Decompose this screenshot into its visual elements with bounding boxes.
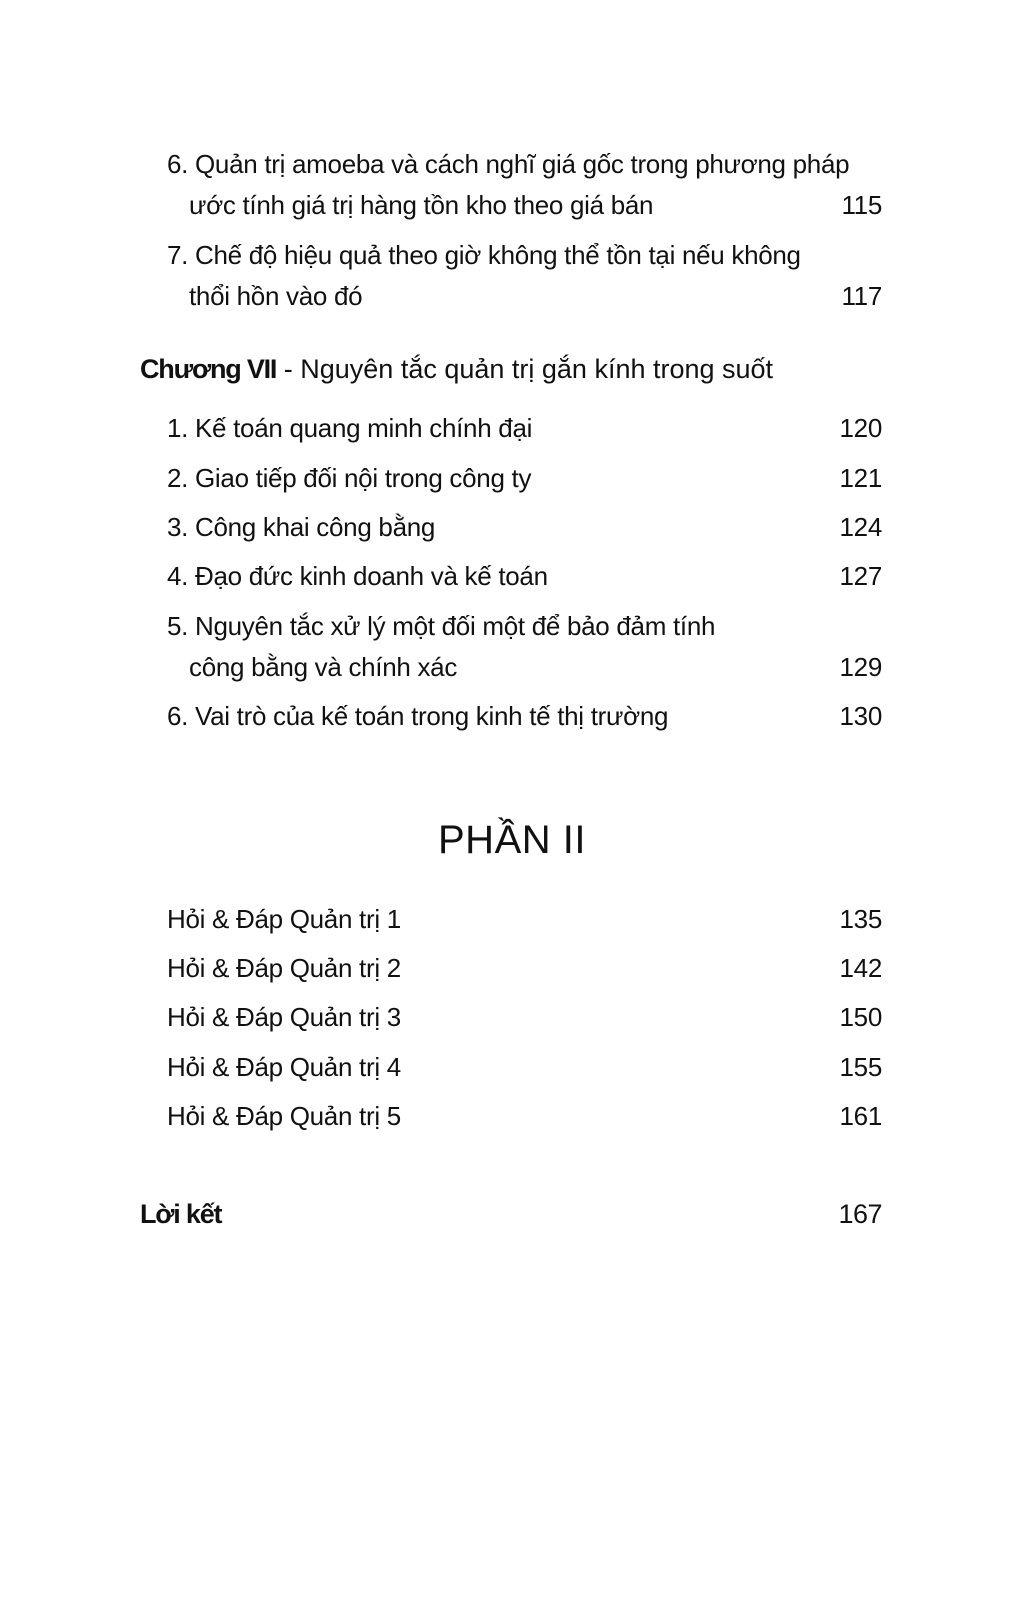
toc-page-number: 124 — [839, 512, 882, 542]
toc-page-number: 117 — [841, 281, 882, 311]
toc-entry[interactable] — [167, 948, 882, 989]
toc-page-number: 167 — [838, 1199, 882, 1229]
toc-page-number: 130 — [839, 701, 882, 731]
toc-entry[interactable] — [167, 235, 882, 317]
toc-entry-title-line: 7. Chế độ hiệu quả theo giờ không thể tồn tại nếu không — [167, 240, 801, 270]
toc-entry-title-line: 6. Quản trị amoeba và cách nghĩ giá gốc trong phương pháp — [167, 149, 850, 179]
toc-entry-title-line: Hỏi & Đáp Quản trị 4 — [167, 1052, 401, 1082]
toc-entry-title-line: công bằng và chính xác — [189, 652, 458, 682]
toc-entry[interactable] — [167, 507, 882, 548]
toc-entry[interactable] — [167, 408, 882, 449]
toc-entry-title-line: 5. Nguyên tắc xử lý một đối một để bảo đảm tính — [167, 611, 716, 641]
toc-entry[interactable] — [167, 997, 882, 1038]
toc-entry[interactable] — [167, 1096, 882, 1137]
toc-closing-entry[interactable] — [140, 1194, 882, 1235]
toc-page-number: 150 — [839, 1002, 882, 1032]
toc-page-number: 115 — [841, 190, 882, 220]
toc-entry-title-line: 1. Kế toán quang minh chính đại — [167, 413, 533, 443]
toc-entry-title-line: 2. Giao tiếp đối nội trong công ty — [167, 463, 532, 493]
toc-entry[interactable] — [167, 1047, 882, 1088]
toc-entry-title-line: 3. Công khai công bằng — [167, 512, 436, 542]
chapter-separator: - — [276, 354, 301, 384]
toc-entry-title-line: Hỏi & Đáp Quản trị 1 — [167, 904, 401, 934]
toc-entry[interactable] — [167, 696, 882, 737]
chapter-heading[interactable] — [140, 349, 773, 390]
toc-entry[interactable] — [167, 606, 882, 688]
toc-page-number: 120 — [839, 413, 882, 443]
toc-page-number: 135 — [839, 904, 882, 934]
toc-entry-title-line: 6. Vai trò của kế toán trong kinh tế thị trường — [167, 701, 669, 731]
toc-entry-title-line: Hỏi & Đáp Quản trị 5 — [167, 1101, 401, 1131]
toc-page-number: 142 — [839, 953, 882, 983]
toc-entry-title-line: 4. Đạo đức kinh doanh và kế toán — [167, 561, 548, 591]
toc-entry[interactable] — [167, 556, 882, 597]
toc-page-number: 161 — [839, 1101, 882, 1131]
toc-page-number: 121 — [839, 463, 882, 493]
toc-entry[interactable] — [167, 458, 882, 499]
toc-entry-title-line: Hỏi & Đáp Quản trị 3 — [167, 1002, 401, 1032]
toc-entry-title-line: ước tính giá trị hàng tồn kho theo giá bán — [189, 190, 654, 220]
chapter-title: Nguyên tắc quản trị gắn kính trong suốt — [300, 354, 774, 384]
part-title: PHẦN II — [438, 818, 586, 862]
toc-page-number: 127 — [839, 561, 882, 591]
chapter-label: Chương VII — [140, 354, 277, 384]
toc-entry-title-line: Hỏi & Đáp Quản trị 2 — [167, 953, 401, 983]
toc-entry[interactable] — [167, 899, 882, 940]
toc-entry[interactable] — [167, 144, 882, 226]
toc-page-number: 155 — [839, 1052, 882, 1082]
toc-page-number: 129 — [839, 652, 882, 682]
closing-label: Lời kết — [140, 1199, 222, 1229]
toc-entry-title-line: thổi hồn vào đó — [189, 281, 363, 311]
